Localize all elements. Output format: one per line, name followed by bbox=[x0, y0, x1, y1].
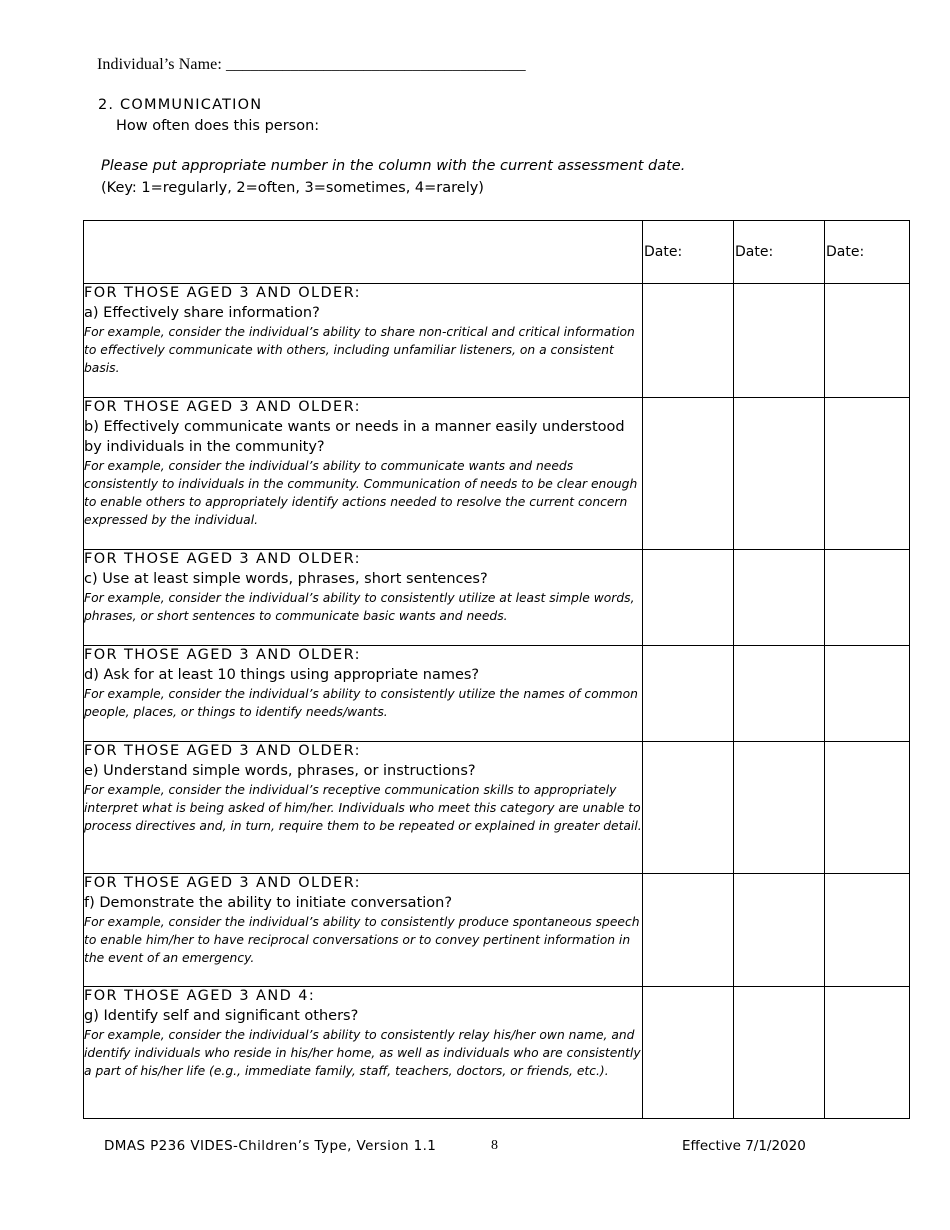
rating-cell[interactable] bbox=[643, 874, 734, 987]
item-question: f) Demonstrate the ability to initiate conversation? bbox=[84, 895, 453, 911]
rating-cell[interactable] bbox=[825, 646, 910, 742]
header-blank-cell bbox=[84, 221, 643, 284]
rating-cell[interactable] bbox=[643, 646, 734, 742]
item-question: e) Understand simple words, phrases, or instructions? bbox=[84, 763, 476, 779]
rating-cell[interactable] bbox=[825, 398, 910, 550]
item-description bbox=[84, 398, 643, 550]
footer-effective-date: Effective 7/1/2020 bbox=[682, 1138, 806, 1154]
rating-cell[interactable] bbox=[825, 874, 910, 987]
instructions: Please put appropriate number in the column with the current assessment date. bbox=[101, 158, 686, 174]
rating-cell[interactable] bbox=[734, 550, 825, 646]
item-example: For example, consider the individual’s ability to consistently produce spontaneous speech to enable him/her to have reciprocal conversations or to convey pertinent information in the event of an emergency. bbox=[84, 915, 640, 965]
rating-cell[interactable] bbox=[643, 742, 734, 874]
rating-cell[interactable] bbox=[643, 550, 734, 646]
table-row bbox=[84, 284, 910, 398]
item-question: d) Ask for at least 10 things using appropriate names? bbox=[84, 667, 480, 683]
age-category: FOR THOSE AGED 3 AND OLDER: bbox=[84, 875, 361, 891]
table-row bbox=[84, 550, 910, 646]
item-question: g) Identify self and significant others? bbox=[84, 1008, 359, 1024]
rating-cell[interactable] bbox=[825, 284, 910, 398]
item-example: For example, consider the individual’s ability to consistently utilize at least simple words, phrases, or short sentences to communicate basic wants and needs. bbox=[84, 591, 635, 623]
date-header-2[interactable]: Date: bbox=[734, 221, 825, 284]
rating-cell[interactable] bbox=[643, 284, 734, 398]
rating-cell[interactable] bbox=[734, 646, 825, 742]
footer-page-number: 8 bbox=[491, 1138, 498, 1153]
rating-cell[interactable] bbox=[734, 284, 825, 398]
rating-cell[interactable] bbox=[825, 987, 910, 1119]
age-category: FOR THOSE AGED 3 AND 4: bbox=[84, 988, 316, 1004]
date-header-1[interactable]: Date: bbox=[643, 221, 734, 284]
section-prompt: How often does this person: bbox=[116, 118, 320, 134]
date-header-3[interactable]: Date: bbox=[825, 221, 910, 284]
item-description bbox=[84, 550, 643, 646]
item-description bbox=[84, 646, 643, 742]
individual-name-field[interactable]: Individual’s Name: _____________________________________ bbox=[97, 56, 526, 73]
age-category: FOR THOSE AGED 3 AND OLDER: bbox=[84, 285, 361, 301]
item-example: For example, consider the individual’s ability to share non-critical and critical information to effectively communicate with others, including unfamiliar listeners, on a consistent basis. bbox=[84, 325, 635, 375]
item-description bbox=[84, 742, 643, 874]
age-category: FOR THOSE AGED 3 AND OLDER: bbox=[84, 743, 361, 759]
rating-cell[interactable] bbox=[734, 874, 825, 987]
age-category: FOR THOSE AGED 3 AND OLDER: bbox=[84, 399, 361, 415]
table-header-row bbox=[84, 221, 910, 284]
age-category: FOR THOSE AGED 3 AND OLDER: bbox=[84, 551, 361, 567]
item-example: For example, consider the individual’s ability to communicate wants and needs consistently to individuals in the community. Communication of needs to be clear enough to enable others to appropriately identify actions needed to resolve the current concern expressed by the individual. bbox=[84, 459, 638, 527]
rating-cell[interactable] bbox=[643, 987, 734, 1119]
item-question: b) Effectively communicate wants or needs in a manner easily understood by individuals in the community? bbox=[84, 419, 625, 455]
item-example: For example, consider the individual’s ability to consistently relay his/her own name, and identify individuals who reside in his/her home, as well as individuals who are consistently a part of his/her life (e.g., immediate family, staff, teachers, doctors, or friends, etc.). bbox=[84, 1028, 641, 1078]
item-description bbox=[84, 874, 643, 987]
rating-cell[interactable] bbox=[734, 987, 825, 1119]
table-row bbox=[84, 874, 910, 987]
table-row bbox=[84, 987, 910, 1119]
item-description bbox=[84, 987, 643, 1119]
item-description bbox=[84, 284, 643, 398]
rating-cell[interactable] bbox=[734, 398, 825, 550]
rating-cell[interactable] bbox=[643, 398, 734, 550]
item-question: a) Effectively share information? bbox=[84, 305, 320, 321]
table-row bbox=[84, 742, 910, 874]
age-category: FOR THOSE AGED 3 AND OLDER: bbox=[84, 647, 361, 663]
rating-cell[interactable] bbox=[825, 550, 910, 646]
table-row bbox=[84, 398, 910, 550]
rating-key: (Key: 1=regularly, 2=often, 3=sometimes, 4=rarely) bbox=[101, 180, 484, 196]
assessment-table bbox=[83, 220, 910, 1119]
footer-form-id: DMAS P236 VIDES-Children’s Type, Version 1.1 bbox=[104, 1138, 437, 1154]
table-row bbox=[84, 646, 910, 742]
rating-cell[interactable] bbox=[734, 742, 825, 874]
rating-cell[interactable] bbox=[825, 742, 910, 874]
item-example: For example, consider the individual’s receptive communication skills to appropriately interpret what is being asked of him/her. Individuals who meet this category are unable to process directives and, in turn, require them to be repeated or explained in greater detail. bbox=[84, 783, 642, 833]
item-example: For example, consider the individual’s ability to consistently utilize the names of common people, places, or things to identify needs/wants. bbox=[84, 687, 638, 719]
section-title: 2. COMMUNICATION bbox=[98, 97, 263, 113]
item-question: c) Use at least simple words, phrases, short sentences? bbox=[84, 571, 488, 587]
